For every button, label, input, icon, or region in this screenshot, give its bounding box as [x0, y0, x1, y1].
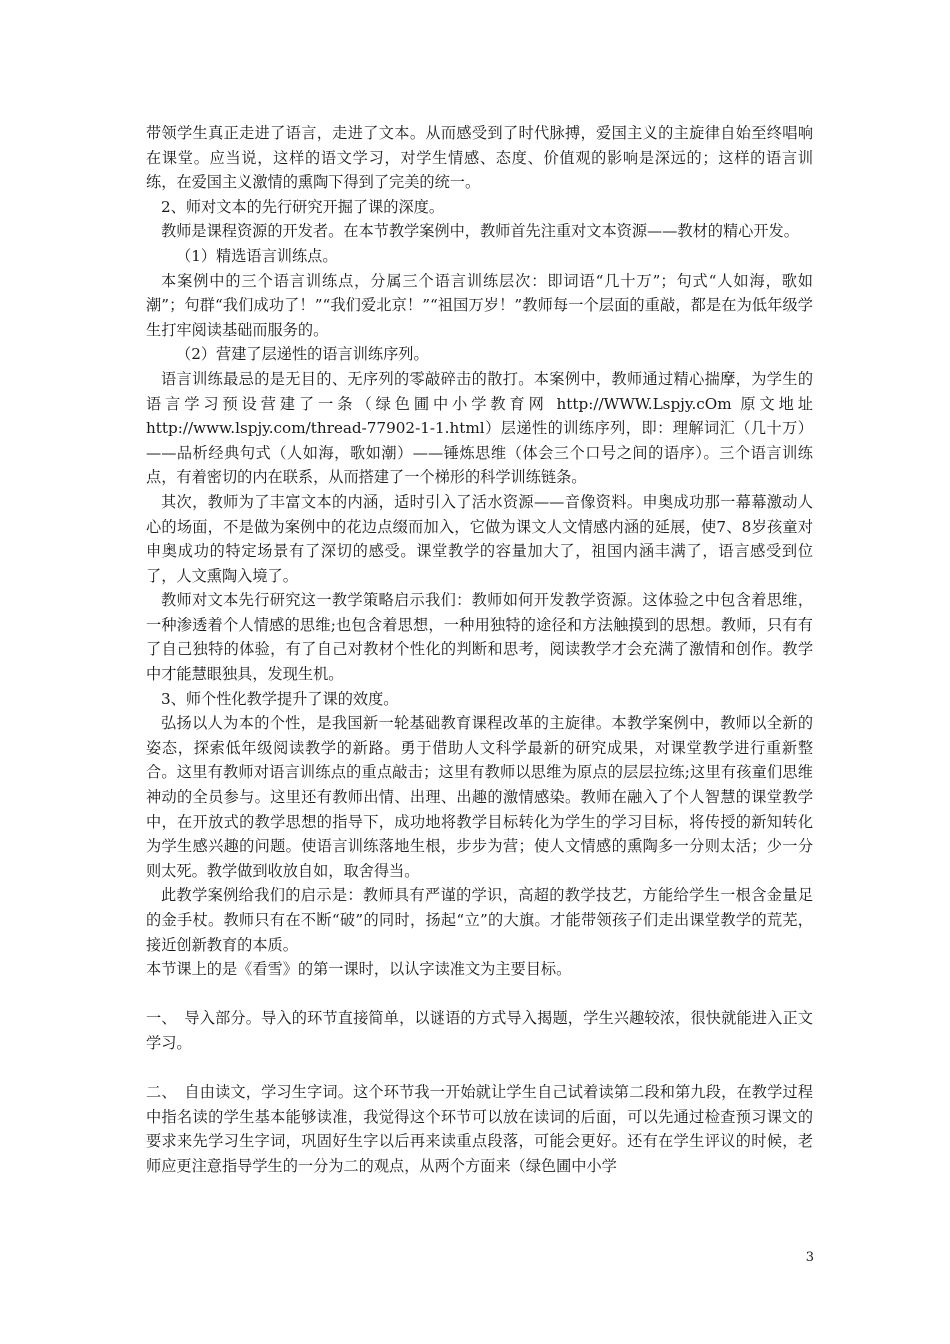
section-heading: 2、师对文本的先行研究开掘了课的深度。 [161, 197, 445, 216]
section-heading: 3、师个性化教学提升了课的效度。 [161, 689, 399, 708]
paragraph: 教师是课程资源的开发者。在本节教学案例中，教师首先注重对文本资源——教材的精心开发。 [161, 222, 799, 241]
blank-line [146, 1056, 813, 1081]
paragraph: 此教学案例给我们的启示是：教师具有严谨的学识，高超的教学技艺，方能给学生一根含金量足的金手杖。教师只有在不断“破”的同时，扬起“立”的大旗。才能带领孩子们走出课堂教学的荒芜，接近创新教育的本质。 [146, 886, 813, 954]
paragraph: 弘扬以人为本的个性，是我国新一轮基础教育课程改革的主旋律。本教学案例中，教师以全新的姿态，探索低年级阅读教学的新路。勇于借助人文科学最新的研究成果，对课堂教学进行重新整合。这里有教师对语言训练点的重点敲击；这里有教师以思维为原点的层层拉练;这里有孩童们思维神动的全员参与。这里还有教师出情、出理、出趣的激情感染。教师在融入了个人智慧的课堂教学中，在开放式的教学思想的指导下，成功地将教学目标转化为学生的学习目标，将传授的新知转化为学生感兴趣的问题。使语言训练落地生根，步步为营；使人文情感的熏陶多一分则太活；少一分则太死。教学做到收放自如，取舍得当。 [146, 714, 813, 880]
subsection-heading: （1）精选语言训练点。 [176, 246, 338, 265]
page-number: 3 [805, 1250, 814, 1265]
paragraph: 本节课上的是《看雪》的第一课时，以认字读准文为主要目标。 [146, 960, 572, 979]
paragraph: 本案例中的三个语言训练点，分属三个语言训练层次：即词语“几十万”；句式“人如海，歌如潮”；句群“我们成功了！”“我们爱北京！”“祖国万岁！”教师每一个层面的重敲，都是在为低年级学生打牢阅读基础而服务的。 [146, 271, 813, 339]
numbered-paragraph: 二、 自由读文，学习生字词。这个环节我一开始就让学生自己试着读第二段和第九段，在教学过程中指名读的学生基本能够读准，我觉得这个环节可以放在读词的后面，可以先通过检查预习课文的要求来先学习生字词，巩固好生字以后再来读重点段落，可能会更好。还有在学生评议的时候，老师应更注意指导学生的一分为二的观点，从两个方面来（绿色圃中小学 [146, 1083, 813, 1175]
paragraph: 语言训练最忌的是无目的、无序列的零敲碎击的散打。本案例中，教师通过精心揣摩，为学生的语言学习预设营建了一条（绿色圃中小学教育网 http://WWW.Lspjy.cOm 原文地址 http://www.lspjy.com/thread-77902-1-1.html）层递性的训练序列，即：理解词汇（几十万）——品析经典句式（人如海，歌如潮）——锤炼思维（体会三个口号之间的语序）。三个语言训练点，有着密切的内在联系，从而搭建了一个梯形的科学训练链条。 [146, 369, 813, 487]
subsection-heading: （2）营建了层递性的语言训练序列。 [176, 345, 429, 364]
paragraph: 其次，教师为了丰富文本的内涵，适时引入了活水资源——音像资料。申奥成功那一幕幕激动人心的场面，不是做为案例中的花边点缀而加入，它做为课文人文情感内涵的延展，使7、8岁孩童对申奥成功的特定场景有了深切的感受。课堂教学的容量加大了，祖国内涵丰满了，语言感受到位了，人文熏陶入境了。 [146, 492, 813, 585]
paragraph: 教师对文本先行研究这一教学策略启示我们：教师如何开发教学资源。这体验之中包含着思维，一种渗透着个人情感的思维;也包含着思想，一种用独特的途径和方法触摸到的思想。教师，只有有了自己独特的体验，有了自己对教材个性化的判断和思考，阅读教学才会充满了激情和创作。教学中才能慧眼独具，发现生机。 [146, 591, 813, 684]
numbered-paragraph: 一、 导入部分。导入的环节直接简单，以谜语的方式导入揭题，学生兴趣较浓，很快就能进入正文学习。 [146, 1009, 813, 1052]
blank-line [146, 982, 813, 1007]
document-body [146, 121, 813, 1179]
paragraph: 带领学生真正走进了语言，走进了文本。从而感受到了时代脉搏，爱国主义的主旋律自始至终唱响在课堂。应当说，这样的语文学习，对学生情感、态度、价值观的影响是深远的；这样的语言训练，在爱国主义激情的熏陶下得到了完美的统一。 [146, 124, 813, 192]
